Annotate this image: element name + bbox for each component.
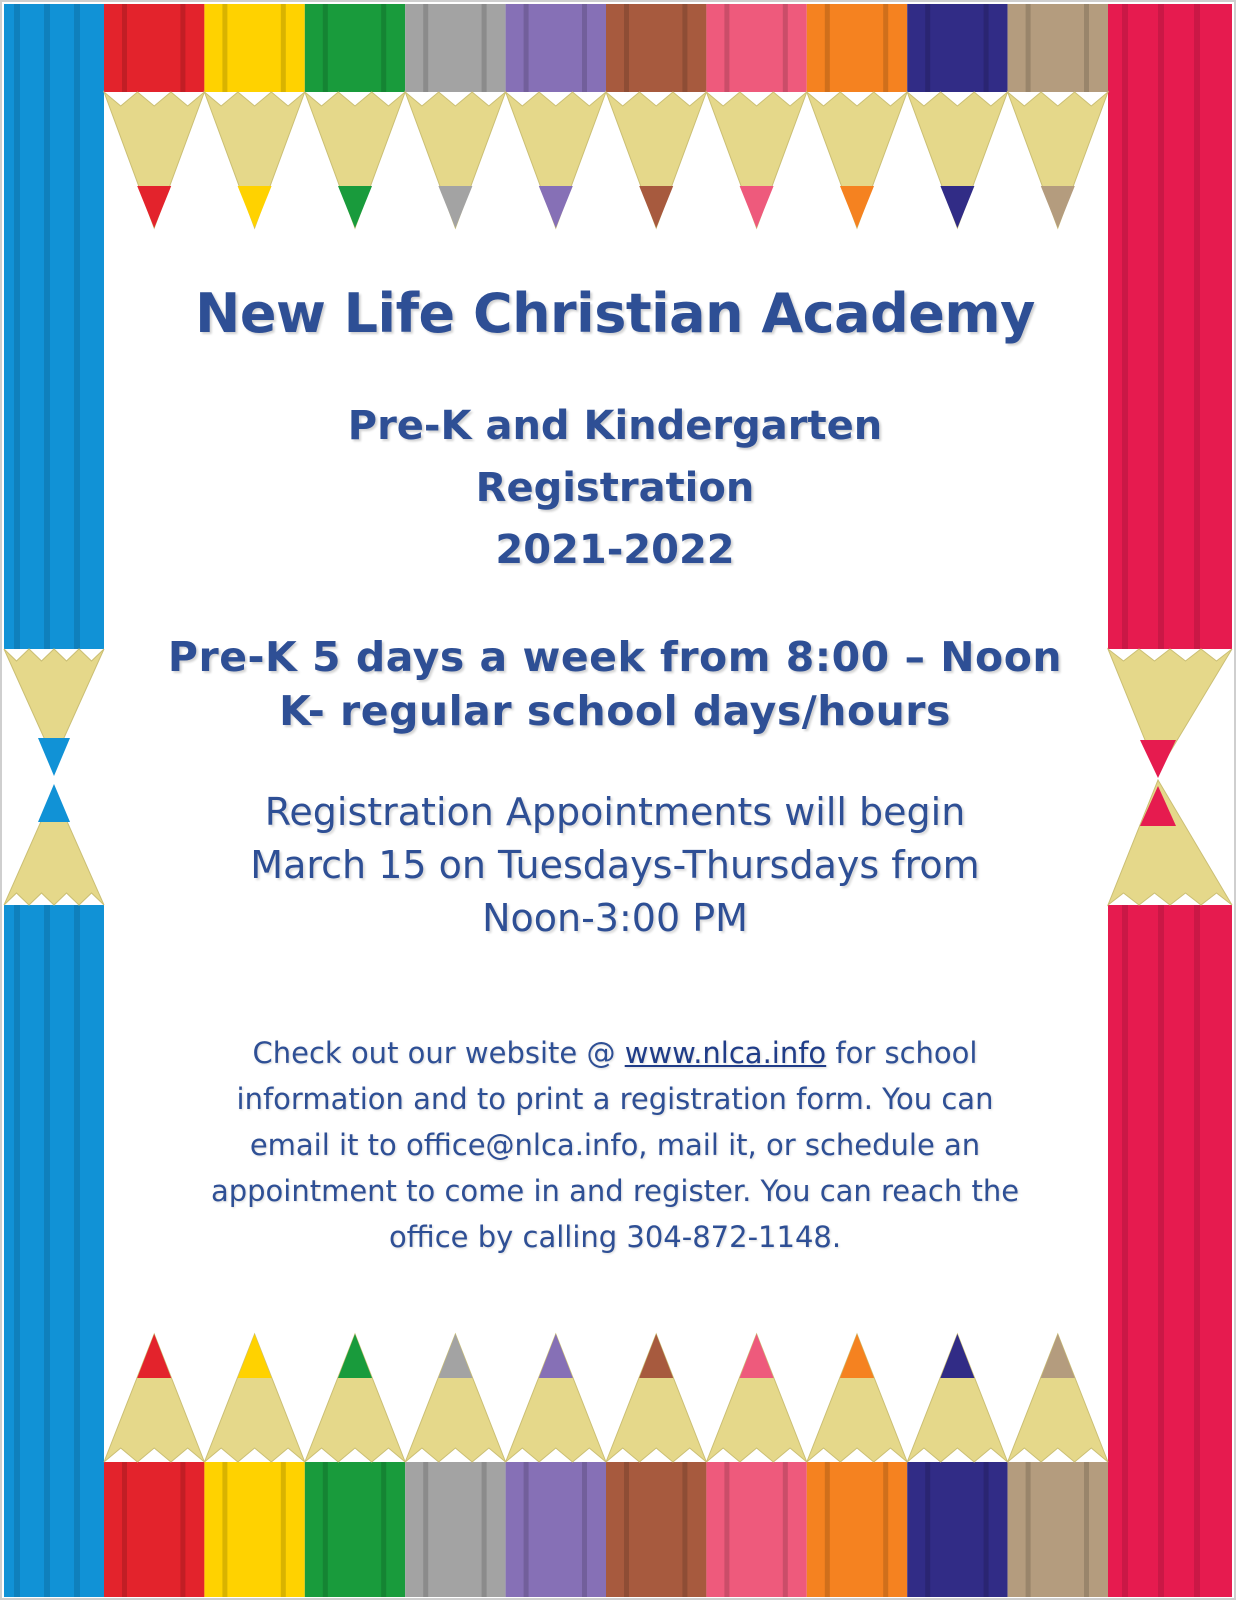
top-pencil-tip-9 [940, 186, 974, 228]
bottom-pencil-body-1 [104, 1462, 204, 1597]
bottom-pencil-body-4 [405, 1462, 505, 1597]
appointments-line-2: March 15 on Tuesdays-Thursdays from [250, 843, 980, 887]
bottom-pencil-tip-6 [639, 1334, 673, 1378]
bottom-pencil-tip-1 [137, 1334, 171, 1378]
bottom-pencil-body-5 [506, 1462, 606, 1597]
bottom-pencil-tip-7 [740, 1334, 774, 1378]
bottom-pencil-body-7 [706, 1462, 806, 1597]
bottom-pencil-tip-10 [1041, 1334, 1075, 1378]
top-pencil-body-5 [506, 4, 606, 92]
info-line-2: information and to print a registration form. You can [236, 1082, 994, 1116]
top-pencil-tip-8 [840, 186, 874, 228]
top-pencil-tip-1 [137, 186, 171, 228]
info-line-1 [120, 1030, 1110, 1076]
bottom-pencil-tip-5 [539, 1334, 573, 1378]
appointments-line-3: Noon-3:00 PM [482, 896, 748, 940]
contact-info [120, 1030, 1110, 1260]
bottom-pencil-tip-4 [438, 1334, 472, 1378]
appointments-line-1: Registration Appointments will begin [264, 790, 966, 834]
info-line-4: appointment to come in and register. You can reach the [210, 1174, 1020, 1208]
schedule-line-prek: Pre-K 5 days a week from 8:00 – Noon [167, 633, 1063, 681]
info-line-1-before: Check out our website @ [252, 1036, 625, 1070]
bottom-pencil-tip-3 [338, 1334, 372, 1378]
top-pencil-tip-4 [438, 186, 472, 228]
left-pencil-bottom-lead [38, 784, 70, 822]
page-title: New Life Christian Academy [195, 282, 1035, 345]
bottom-pencil-tip-2 [238, 1334, 272, 1378]
bottom-pencil-tip-8 [840, 1334, 874, 1378]
schedule-line-k: K- regular school days/hours [279, 687, 951, 735]
bottom-pencil-body-6 [606, 1462, 706, 1597]
top-pencil-tip-6 [639, 186, 673, 228]
bottom-pencil-body-8 [807, 1462, 907, 1597]
bottom-pencil-body-2 [204, 1462, 304, 1597]
right-pencil-top-wood [1108, 649, 1232, 772]
top-pencil-body-9 [907, 4, 1007, 92]
top-pencil-tip-2 [238, 186, 272, 228]
top-pencil-body-8 [807, 4, 907, 92]
bottom-pencil-body-3 [305, 1462, 405, 1597]
top-pencil-tip-10 [1041, 186, 1075, 228]
info-line-5: office by calling 304-872-1148. [388, 1220, 842, 1254]
right-pencil-top-lead [1140, 740, 1176, 778]
info-line-3: email it to office@nlca.info, mail it, or schedule an [249, 1128, 981, 1162]
top-pencil-body-7 [706, 4, 806, 92]
schedule-info [130, 630, 1100, 738]
top-pencil-tip-3 [338, 186, 372, 228]
subtitle-line-2: Registration [475, 465, 755, 511]
bottom-pencil-tip-9 [940, 1334, 974, 1378]
right-pencil-bottom-wood [1108, 780, 1232, 905]
top-pencil-body-10 [1008, 4, 1108, 92]
bottom-pencil-body-10 [1008, 1462, 1108, 1597]
top-pencil-body-2 [204, 4, 304, 92]
appointments-info [130, 786, 1100, 945]
registration-subtitle [130, 395, 1100, 581]
info-line-1-after: for school [826, 1036, 978, 1070]
bottom-pencil-body-9 [907, 1462, 1007, 1597]
top-pencil-body-1 [104, 4, 204, 92]
top-pencil-body-4 [405, 4, 505, 92]
top-pencil-tip-5 [539, 186, 573, 228]
left-pencil-top-lead [38, 738, 70, 776]
subtitle-line-1: Pre-K and Kindergarten [347, 403, 883, 449]
subtitle-line-3: 2021-2022 [495, 527, 735, 573]
top-pencil-body-6 [606, 4, 706, 92]
top-pencil-body-3 [305, 4, 405, 92]
top-pencil-tip-7 [740, 186, 774, 228]
website-link[interactable]: www.nlca.info [624, 1036, 827, 1070]
